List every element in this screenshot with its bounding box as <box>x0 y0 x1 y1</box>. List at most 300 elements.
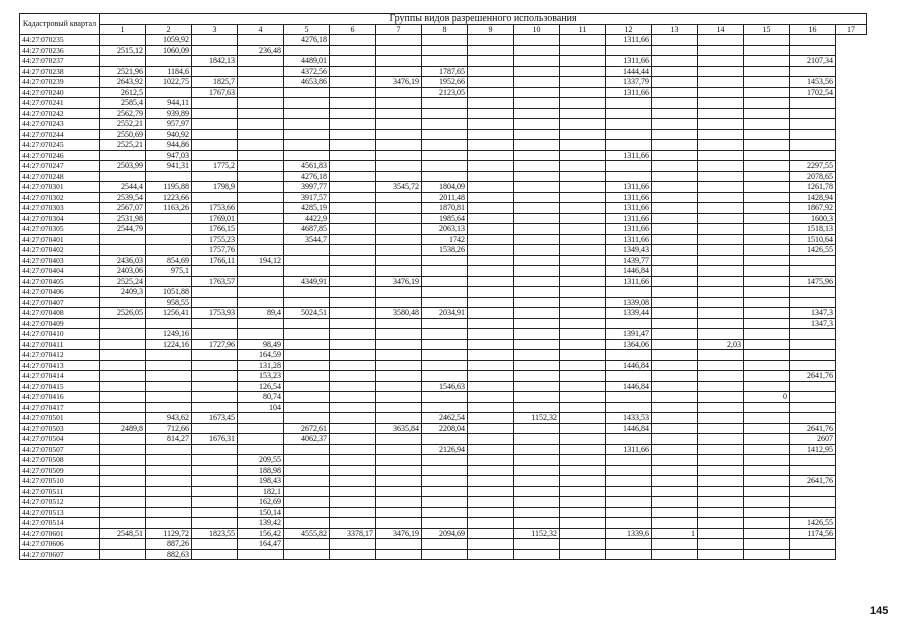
value-cell <box>376 56 422 67</box>
value-cell: 1311,66 <box>606 444 652 455</box>
value-cell <box>422 297 468 308</box>
cadastral-code-cell: 44:27:070416 <box>20 392 100 403</box>
value-cell <box>422 371 468 382</box>
value-cell: 887,26 <box>146 539 192 550</box>
value-cell <box>560 140 606 151</box>
value-cell: 3476,19 <box>376 276 422 287</box>
value-cell <box>330 455 376 466</box>
value-cell <box>468 45 514 56</box>
value-cell <box>146 224 192 235</box>
value-cell <box>790 350 836 361</box>
value-cell <box>376 287 422 298</box>
value-cell <box>468 371 514 382</box>
column-number-header: 2 <box>146 24 192 35</box>
value-cell <box>192 507 238 518</box>
value-cell <box>468 455 514 466</box>
value-cell: 1152,32 <box>514 528 560 539</box>
column-number-header: 1 <box>100 24 146 35</box>
value-cell <box>606 171 652 182</box>
value-cell <box>146 318 192 329</box>
value-cell <box>560 66 606 77</box>
value-cell <box>146 87 192 98</box>
column-number-header: 7 <box>376 24 422 35</box>
value-cell: 1391,47 <box>606 329 652 340</box>
value-cell <box>560 213 606 224</box>
cadastral-quarter-header: Кадастровый квартал <box>20 14 100 35</box>
value-cell <box>422 255 468 266</box>
value-cell <box>698 350 744 361</box>
value-cell <box>652 192 698 203</box>
value-cell: 2011,48 <box>422 192 468 203</box>
page-number: 145 <box>870 605 889 617</box>
value-cell: 1767,63 <box>192 87 238 98</box>
value-cell <box>100 392 146 403</box>
value-cell: 1787,65 <box>422 66 468 77</box>
value-cell: 1428,94 <box>790 192 836 203</box>
value-cell <box>376 486 422 497</box>
value-cell: 2548,51 <box>100 528 146 539</box>
value-cell <box>468 308 514 319</box>
value-cell: 2544,4 <box>100 182 146 193</box>
value-cell: 182,1 <box>238 486 284 497</box>
value-cell <box>652 224 698 235</box>
value-cell <box>744 255 790 266</box>
value-cell <box>514 465 560 476</box>
value-cell <box>100 234 146 245</box>
value-cell <box>652 318 698 329</box>
value-cell <box>468 434 514 445</box>
table-row <box>20 392 867 403</box>
value-cell <box>514 35 560 46</box>
value-cell <box>468 35 514 46</box>
value-cell <box>698 129 744 140</box>
table-row <box>20 465 867 476</box>
value-cell <box>284 444 330 455</box>
value-cell <box>514 339 560 350</box>
value-cell <box>652 497 698 508</box>
column-number-header: 10 <box>514 24 560 35</box>
value-cell <box>606 318 652 329</box>
value-cell <box>514 224 560 235</box>
value-cell <box>790 297 836 308</box>
value-cell <box>744 108 790 119</box>
column-number-header: 13 <box>652 24 698 35</box>
value-cell <box>192 350 238 361</box>
value-cell <box>652 245 698 256</box>
value-cell <box>744 528 790 539</box>
value-cell <box>468 161 514 172</box>
value-cell <box>330 171 376 182</box>
cadastral-code-cell: 44:27:070606 <box>20 539 100 550</box>
cadastral-code-cell: 44:27:070504 <box>20 434 100 445</box>
value-cell <box>146 360 192 371</box>
value-cell <box>422 318 468 329</box>
value-cell <box>468 203 514 214</box>
table-row <box>20 549 867 560</box>
value-cell <box>560 192 606 203</box>
value-cell <box>606 287 652 298</box>
value-cell <box>100 318 146 329</box>
value-cell <box>468 119 514 130</box>
value-cell <box>790 402 836 413</box>
value-cell <box>560 171 606 182</box>
table-row <box>20 108 867 119</box>
value-cell <box>514 308 560 319</box>
cadastral-code-cell: 44:27:070244 <box>20 129 100 140</box>
value-cell <box>652 371 698 382</box>
value-cell <box>422 486 468 497</box>
cadastral-code-cell: 44:27:070303 <box>20 203 100 214</box>
value-cell <box>606 119 652 130</box>
value-cell <box>468 413 514 424</box>
cadastral-code-cell: 44:27:070415 <box>20 381 100 392</box>
value-cell <box>744 171 790 182</box>
value-cell <box>422 539 468 550</box>
cadastral-code-cell: 44:27:070503 <box>20 423 100 434</box>
value-cell: 1152,32 <box>514 413 560 424</box>
value-cell <box>698 35 744 46</box>
value-cell: 1339,44 <box>606 308 652 319</box>
value-cell <box>606 549 652 560</box>
table-row <box>20 455 867 466</box>
value-cell <box>330 360 376 371</box>
value-cell <box>652 203 698 214</box>
value-cell <box>284 549 330 560</box>
table-row <box>20 213 867 224</box>
value-cell <box>376 35 422 46</box>
cadastral-code-cell: 44:27:070501 <box>20 413 100 424</box>
table-row <box>20 297 867 308</box>
value-cell <box>376 150 422 161</box>
value-cell <box>284 350 330 361</box>
value-cell <box>514 360 560 371</box>
value-cell: 1769,01 <box>192 213 238 224</box>
value-cell <box>514 87 560 98</box>
value-cell: 1823,55 <box>192 528 238 539</box>
value-cell <box>284 140 330 151</box>
value-cell: 1753,93 <box>192 308 238 319</box>
value-cell <box>560 476 606 487</box>
cadastral-code-cell: 44:27:070607 <box>20 549 100 560</box>
value-cell <box>790 486 836 497</box>
value-cell <box>468 318 514 329</box>
value-cell <box>790 35 836 46</box>
value-cell <box>744 549 790 560</box>
value-cell <box>330 465 376 476</box>
value-cell <box>146 486 192 497</box>
value-cell <box>514 245 560 256</box>
value-cell <box>330 297 376 308</box>
value-cell <box>192 66 238 77</box>
value-cell <box>606 371 652 382</box>
value-cell <box>330 140 376 151</box>
value-cell <box>652 308 698 319</box>
value-cell <box>146 234 192 245</box>
cadastral-code-cell: 44:27:070412 <box>20 350 100 361</box>
value-cell <box>514 402 560 413</box>
value-cell <box>192 539 238 550</box>
cadastral-code-cell: 44:27:070247 <box>20 161 100 172</box>
value-cell: 1426,55 <box>790 245 836 256</box>
value-cell <box>652 297 698 308</box>
value-cell <box>376 108 422 119</box>
value-cell <box>652 444 698 455</box>
value-cell: 941,31 <box>146 161 192 172</box>
table-row <box>20 266 867 277</box>
value-cell: 1311,66 <box>606 203 652 214</box>
value-cell <box>698 108 744 119</box>
table-row <box>20 444 867 455</box>
value-cell <box>100 434 146 445</box>
value-cell <box>422 455 468 466</box>
value-cell: 939,89 <box>146 108 192 119</box>
value-cell: 2525,21 <box>100 140 146 151</box>
value-cell <box>652 539 698 550</box>
value-cell <box>652 87 698 98</box>
value-cell <box>422 350 468 361</box>
table-row <box>20 161 867 172</box>
value-cell <box>514 98 560 109</box>
value-cell <box>192 381 238 392</box>
value-cell <box>284 255 330 266</box>
value-cell <box>330 245 376 256</box>
value-cell <box>698 539 744 550</box>
value-cell: 1311,66 <box>606 35 652 46</box>
value-cell <box>514 108 560 119</box>
value-cell: 2297,55 <box>790 161 836 172</box>
value-cell <box>330 350 376 361</box>
value-cell: 1446,84 <box>606 381 652 392</box>
value-cell <box>514 423 560 434</box>
value-cell <box>790 392 836 403</box>
value-cell <box>514 518 560 529</box>
value-cell <box>744 539 790 550</box>
value-cell: 3545,72 <box>376 182 422 193</box>
value-cell <box>560 287 606 298</box>
value-cell <box>468 528 514 539</box>
value-cell <box>790 465 836 476</box>
value-cell: 1518,13 <box>790 224 836 235</box>
value-cell: 1311,66 <box>606 182 652 193</box>
value-cell: 947,03 <box>146 150 192 161</box>
value-cell: 1439,77 <box>606 255 652 266</box>
value-cell <box>560 392 606 403</box>
value-cell: 1337,79 <box>606 77 652 88</box>
table-row <box>20 245 867 256</box>
value-cell <box>698 287 744 298</box>
value-cell <box>238 150 284 161</box>
value-cell <box>514 350 560 361</box>
value-cell <box>192 486 238 497</box>
value-cell <box>284 518 330 529</box>
value-cell <box>330 339 376 350</box>
value-cell <box>744 476 790 487</box>
table-row <box>20 528 867 539</box>
value-cell <box>560 371 606 382</box>
value-cell <box>560 455 606 466</box>
table-row <box>20 66 867 77</box>
value-cell: 1163,26 <box>146 203 192 214</box>
value-cell: 1673,45 <box>192 413 238 424</box>
value-cell <box>744 465 790 476</box>
value-cell <box>330 392 376 403</box>
value-cell <box>284 476 330 487</box>
value-cell: 198,43 <box>238 476 284 487</box>
value-cell <box>744 66 790 77</box>
value-cell <box>652 360 698 371</box>
value-cell <box>192 140 238 151</box>
value-cell <box>744 77 790 88</box>
value-cell <box>284 497 330 508</box>
value-cell <box>652 465 698 476</box>
value-cell <box>514 161 560 172</box>
value-cell: 2515,12 <box>100 45 146 56</box>
value-cell <box>744 266 790 277</box>
value-cell <box>100 150 146 161</box>
value-cell <box>238 245 284 256</box>
column-number-header: 5 <box>284 24 330 35</box>
value-cell <box>468 77 514 88</box>
value-cell <box>284 108 330 119</box>
value-cell <box>560 266 606 277</box>
value-cell <box>330 423 376 434</box>
value-cell <box>422 497 468 508</box>
cadastral-code-cell: 44:27:070411 <box>20 339 100 350</box>
value-cell <box>744 56 790 67</box>
cadastral-code-cell: 44:27:070302 <box>20 192 100 203</box>
value-cell <box>376 465 422 476</box>
value-cell <box>744 276 790 287</box>
value-cell <box>652 434 698 445</box>
value-cell: 2094,69 <box>422 528 468 539</box>
value-cell <box>560 339 606 350</box>
value-cell <box>744 329 790 340</box>
value-cell: 3476,19 <box>376 528 422 539</box>
value-cell <box>652 56 698 67</box>
value-cell <box>698 465 744 476</box>
cadastral-code-cell: 44:27:070235 <box>20 35 100 46</box>
value-cell <box>192 35 238 46</box>
value-cell <box>376 129 422 140</box>
value-cell <box>284 87 330 98</box>
value-cell <box>560 507 606 518</box>
value-cell <box>422 108 468 119</box>
value-cell <box>514 318 560 329</box>
value-cell <box>146 381 192 392</box>
value-cell <box>192 423 238 434</box>
value-cell <box>514 507 560 518</box>
value-cell: 2641,76 <box>790 423 836 434</box>
value-cell: 0 <box>744 392 790 403</box>
table-row <box>20 98 867 109</box>
value-cell <box>514 66 560 77</box>
value-cell <box>100 518 146 529</box>
value-cell: 1412,95 <box>790 444 836 455</box>
value-cell <box>422 276 468 287</box>
cadastral-code-cell: 44:27:070240 <box>20 87 100 98</box>
value-cell: 1475,96 <box>790 276 836 287</box>
value-cell <box>100 35 146 46</box>
value-cell: 3378,17 <box>330 528 376 539</box>
value-cell <box>468 497 514 508</box>
value-cell <box>468 465 514 476</box>
value-cell: 1311,66 <box>606 213 652 224</box>
value-cell <box>744 140 790 151</box>
value-cell: 1546,63 <box>422 381 468 392</box>
value-cell <box>468 381 514 392</box>
value-cell <box>422 45 468 56</box>
value-cell <box>744 381 790 392</box>
value-cell <box>376 245 422 256</box>
value-cell <box>376 203 422 214</box>
column-number-row <box>20 24 867 35</box>
value-cell <box>422 56 468 67</box>
value-cell <box>606 465 652 476</box>
value-cell <box>468 213 514 224</box>
value-cell <box>744 434 790 445</box>
value-cell <box>744 287 790 298</box>
value-cell <box>468 150 514 161</box>
value-cell <box>238 266 284 277</box>
value-cell <box>514 77 560 88</box>
cadastral-code-cell: 44:27:070304 <box>20 213 100 224</box>
value-cell <box>790 266 836 277</box>
value-cell <box>376 161 422 172</box>
value-cell <box>560 402 606 413</box>
value-cell <box>652 255 698 266</box>
value-cell <box>560 413 606 424</box>
value-cell: 2531,98 <box>100 213 146 224</box>
value-cell <box>376 549 422 560</box>
value-cell: 2078,65 <box>790 171 836 182</box>
value-cell <box>192 287 238 298</box>
value-cell <box>422 360 468 371</box>
value-cell <box>514 497 560 508</box>
value-cell <box>606 392 652 403</box>
value-cell <box>146 465 192 476</box>
cadastral-code-cell: 44:27:070512 <box>20 497 100 508</box>
cadastral-code-cell: 44:27:070245 <box>20 140 100 151</box>
value-cell <box>514 329 560 340</box>
value-cell <box>284 360 330 371</box>
value-cell <box>192 192 238 203</box>
value-cell <box>422 518 468 529</box>
value-cell: 1766,15 <box>192 224 238 235</box>
value-cell <box>422 171 468 182</box>
value-cell <box>606 108 652 119</box>
value-cell <box>468 224 514 235</box>
value-cell: 2544,79 <box>100 224 146 235</box>
value-cell: 139,42 <box>238 518 284 529</box>
value-cell <box>606 518 652 529</box>
value-cell <box>100 56 146 67</box>
value-cell <box>330 371 376 382</box>
value-cell: 1311,66 <box>606 276 652 287</box>
value-cell <box>698 486 744 497</box>
value-cell <box>376 497 422 508</box>
column-number-header: 12 <box>606 24 652 35</box>
cadastral-code-cell: 44:27:070401 <box>20 234 100 245</box>
value-cell <box>790 108 836 119</box>
value-cell <box>192 150 238 161</box>
value-cell: 3544,7 <box>284 234 330 245</box>
column-number-header: 11 <box>560 24 606 35</box>
value-cell <box>192 497 238 508</box>
value-cell: 814,27 <box>146 434 192 445</box>
value-cell <box>468 98 514 109</box>
value-cell <box>698 66 744 77</box>
value-cell: 162,69 <box>238 497 284 508</box>
